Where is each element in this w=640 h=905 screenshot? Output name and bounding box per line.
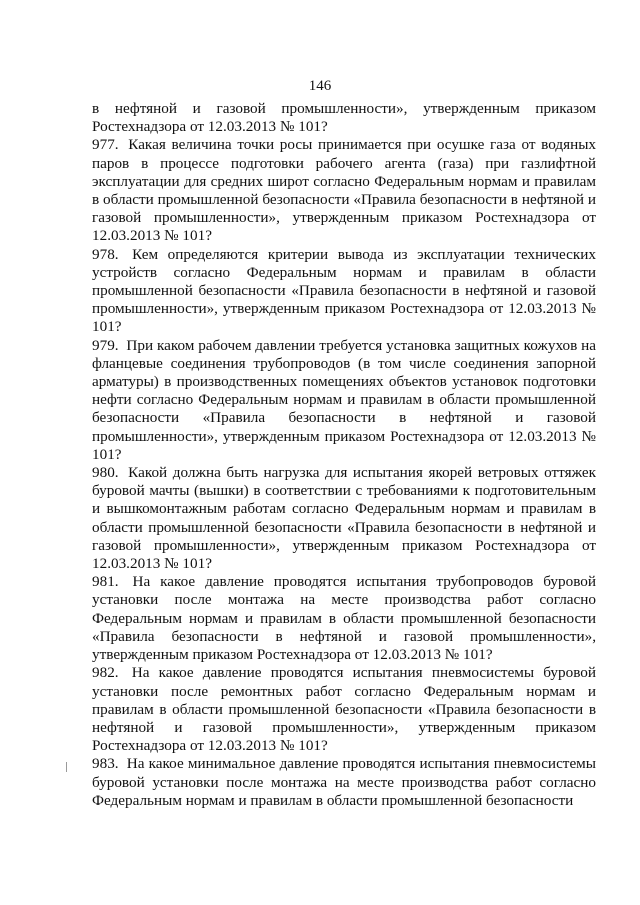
question-text: На какое давление проводятся испытания трубопроводов буровой установки после монтажа на месте производства работ согласно Федеральным нормам и правилам в области промышленной безопасности «Правила безопасности в нефтяной и газовой промышленности», утвержденным приказом Ростехнадзора от 12.03.2013 № 101? — [92, 573, 596, 664]
question-977 — [92, 136, 596, 245]
question-text: Кем определяются критерии вывода из эксплуатации технических устройств согласно Федеральным нормам и правилам в области промышленной безопасности «Правила безопасности в нефтяной и газовой промышленности», утвержденным приказом Ростехнадзора от 12.03.2013 № 101? — [92, 245, 596, 336]
question-text: Какая величина точки росы принимается при осушке газа от водяных паров в процессе подготовки рабочего агента (газа) при газлифтной эксплуатации для средних широт согласно Федеральным нормам и правилам в области промышленной безопасности «Правила безопасности в нефтяной и газовой промышленности», утвержденным приказом Ростехнадзора от 12.03.2013 № 101? — [92, 136, 597, 245]
question-978 — [92, 246, 596, 337]
question-983 — [92, 755, 596, 810]
question-number: 982. — [92, 664, 119, 682]
previous-question-tail: в нефтяной и газовой промышленности», утвержденным приказом Ростехнадзора от 12.03.2013 № 101? — [92, 100, 596, 136]
document-body — [92, 100, 596, 810]
question-text: При каком рабочем давлении требуется установка защитных кожухов на фланцевые соединения трубопроводов (в том числе соединения запорной арматуры) в производственных помещениях объектов установок подготовки нефти согласно Федеральным нормам и правилам в области промышленной безопасности «Правила безопасности в нефтяной и газовой промышленности», утвержденным приказом Ростехнадзора от 12.03.2013 № 101? — [92, 336, 596, 463]
question-number: 977. — [92, 136, 119, 154]
question-980 — [92, 464, 596, 573]
question-text: На какое давление проводятся испытания пневмосистемы буровой установки после ремонтных работ согласно Федеральным нормам и правилам в области промышленной безопасности «Правила безопасности в нефтяной и газовой промышленности», утвержденным приказом Ростехнадзора от 12.03.2013 № 101? — [92, 664, 596, 755]
question-number: 981. — [92, 573, 119, 591]
question-982 — [92, 664, 596, 755]
question-979 — [92, 337, 596, 464]
question-number: 980. — [92, 464, 119, 482]
question-number: 978. — [92, 245, 119, 263]
page-number: 146 — [308, 78, 332, 94]
question-number: 979. — [92, 336, 119, 354]
question-981 — [92, 573, 596, 664]
question-text: На какое минимальное давление проводятся испытания пневмосистемы буровой установки после монтажа на месте производства работ согласно Федеральным нормам и правилам в области промышленной безопасности — [92, 755, 596, 809]
question-text: Какой должна быть нагрузка для испытания якорей ветровых оттяжек буровой мачты (вышки) в соответствии с требованиями к подготовительным и вышкомонтажным работам согласно Федеральным нормам и правилам в области промышленной безопасности «Правила безопасности в нефтяной и газовой промышленности», утвержденным приказом Ростехнадзора от 12.03.2013 № 101? — [92, 464, 596, 573]
question-number: 983. — [92, 755, 119, 773]
margin-mark — [66, 762, 67, 772]
